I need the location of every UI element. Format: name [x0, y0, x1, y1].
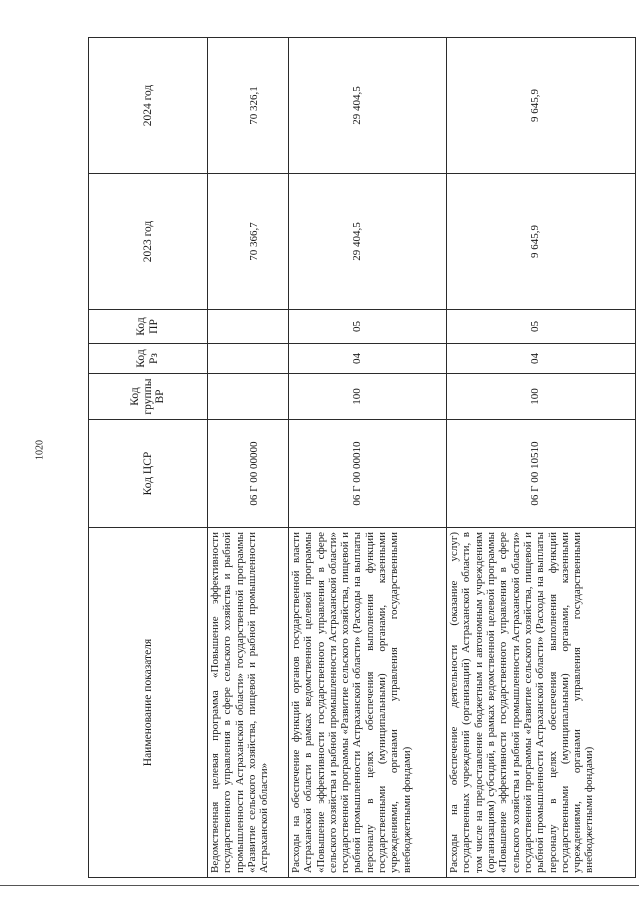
- row-2023: 9 645,9: [447, 174, 636, 310]
- row-rz: 04: [447, 344, 636, 374]
- row-vr: 100: [447, 374, 636, 420]
- row-2023: 70 366,7: [208, 174, 289, 310]
- row-rz: 04: [288, 344, 446, 374]
- table-row: [208, 38, 289, 878]
- row-name: Расходы на обеспечение деятельности (оказание услуг) государственных учреждений (организаций) Астраханской области, в том числе на предоставление бюджетным и автономным учреждениям (организациям) субсидий, в рамках ведомственной целевой программы «Повышение эффективности государственного управления в сфере сельского хозяйства и рыбной промышленности Астраханской области» государственной программы «Развитие сельского хозяйства, пищевой и рыбной промышленности Астраханской области» (Расходы на выплаты персоналу в целях обеспечения выполнения функций государственными (муниципальными) органами, казенными учреждениями, органами управления государственными внебюджетными фондами): [447, 528, 636, 878]
- row-pr: [208, 310, 289, 344]
- budget-table: [88, 37, 636, 878]
- header-rz: Код Рз: [89, 344, 208, 374]
- header-vr: Код группы ВР: [89, 374, 208, 420]
- row-2024: 29 404,5: [288, 38, 446, 174]
- row-pr: 05: [288, 310, 446, 344]
- row-2024: 70 326,1: [208, 38, 289, 174]
- row-2023: 29 404,5: [288, 174, 446, 310]
- table-row: [288, 38, 446, 878]
- row-csr: 06 Г 00 00010: [288, 420, 446, 528]
- header-2023: 2023 год: [89, 174, 208, 310]
- table-row: [447, 38, 636, 878]
- row-2024: 9 645,9: [447, 38, 636, 174]
- header-name: Наименование показателя: [89, 528, 208, 878]
- row-pr: 05: [447, 310, 636, 344]
- header-2024: 2024 год: [89, 38, 208, 174]
- row-rz: [208, 344, 289, 374]
- row-vr: 100: [288, 374, 446, 420]
- row-csr: 06 Г 00 10510: [447, 420, 636, 528]
- header-csr: Код ЦСР: [89, 420, 208, 528]
- bottom-rule: [0, 885, 639, 886]
- row-name: Ведомственная целевая программа «Повышение эффективности государственного управления в сфере сельского хозяйства и рыбной промышленности Астраханской области» государственной программы «Развитие сельского хозяйства, пищевой и рыбной промышленности Астраханской области»: [208, 528, 289, 878]
- row-name: Расходы на обеспечение функций органов государственной власти Астраханской области в рамках ведомственной целевой программы «Повышение эффективности государственного управления в сфере сельского хозяйства и рыбной промышленности Астраханской области» государственной программы «Развитие сельского хозяйства, пищевой и рыбной промышленности Астраханской области» (Расходы на выплаты персоналу в целях обеспечения выполнения функций государственными (муниципальными) органами, казенными учреждениями, органами управления государственными внебюджетными фондами): [288, 528, 446, 878]
- row-csr: 06 Г 00 00000: [208, 420, 289, 528]
- rotated-table-wrapper: [88, 38, 636, 878]
- row-vr: [208, 374, 289, 420]
- header-pr: Код ПР: [89, 310, 208, 344]
- table-header-row: [89, 38, 208, 878]
- page-number: 1020: [34, 440, 46, 460]
